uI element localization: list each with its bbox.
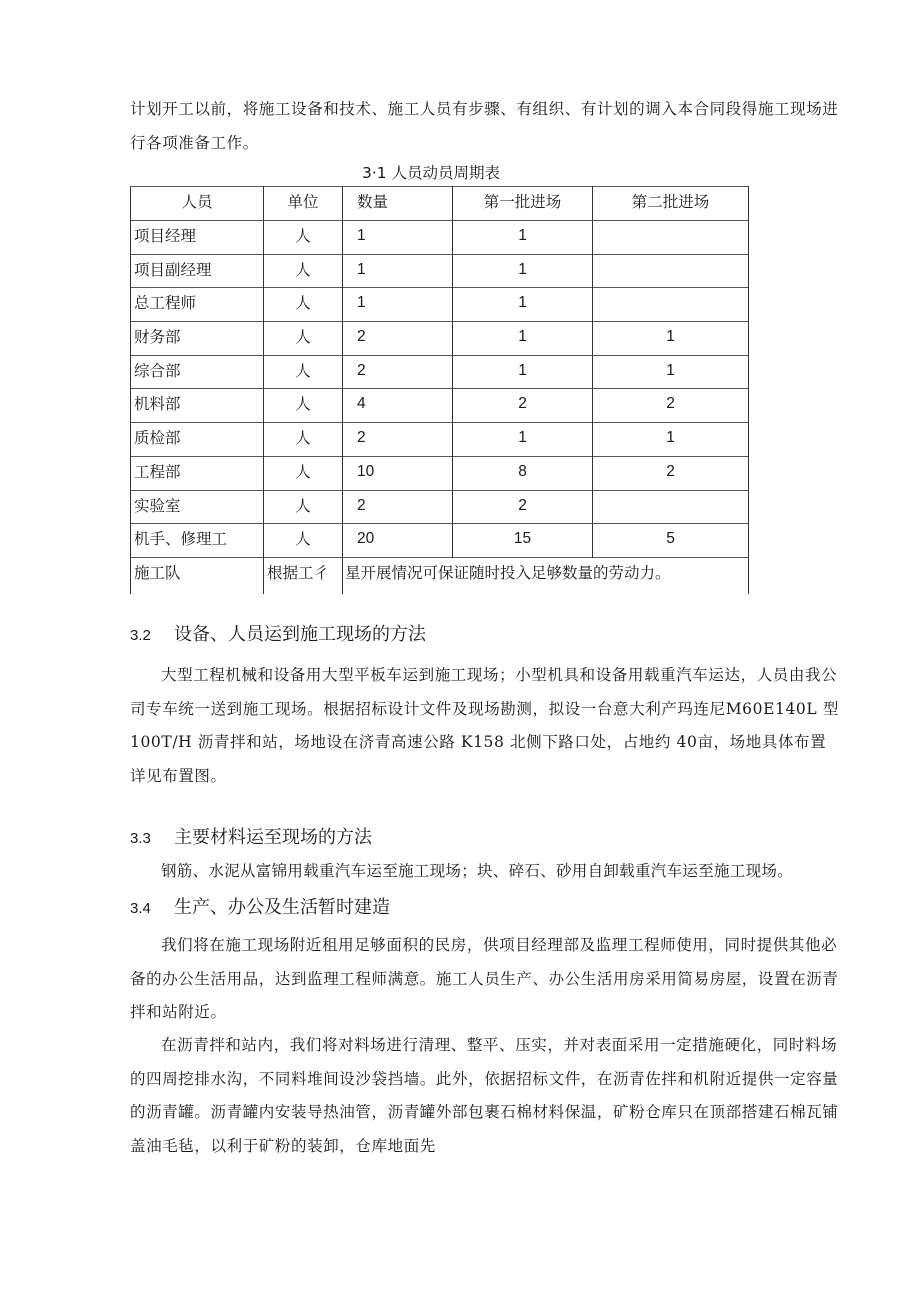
table-row bbox=[131, 355, 749, 389]
section-number: 3.4 bbox=[130, 900, 151, 917]
cell-second-batch: 1 bbox=[593, 355, 749, 389]
section-3-2-paragraph: 大型工程机械和设备用大型平板车运到施工现场；小型机具和设备用载重汽车运达，人员由我公司专车统一送到施工现场。根据招标设计文件及现场勘测，拟设一台意大利产玛连尼M60E140L 型 100T/H 沥青拌和站，场地设在济青高速公路 K158 北侧下路口处，占地约 40亩，场地具体布置详见布置图。 bbox=[130, 666, 839, 785]
cell-personnel: 质检部 bbox=[131, 423, 264, 457]
cell-unit: 人 bbox=[264, 322, 343, 356]
cell-second-batch bbox=[593, 254, 749, 288]
table-row bbox=[131, 456, 749, 490]
cell-unit: 人 bbox=[264, 524, 343, 558]
cell-note: 星开展情况可保证随时投入足够数量的劳动力。 bbox=[343, 557, 749, 594]
cell-personnel: 机手、修理工 bbox=[131, 524, 264, 558]
cell-quantity: 2 bbox=[343, 355, 453, 389]
cell-quantity: 20 bbox=[343, 524, 453, 558]
cell-unit: 人 bbox=[264, 254, 343, 288]
section-3-4-paragraph-1: 我们将在施工现场附近租用足够面积的民房，供项目经理部及监理工程师使用，同时提供其他必备的办公生活用品，达到监理工程师满意。施工人员生产、办公生活用房采用简易房屋，设置在沥青拌和站附近。 bbox=[130, 936, 839, 1021]
cell-first-batch: 1 bbox=[453, 254, 593, 288]
cell-personnel: 财务部 bbox=[131, 322, 264, 356]
table-row-construction-team bbox=[131, 557, 749, 594]
table-row bbox=[131, 423, 749, 457]
header-first-batch: 第一批进场 bbox=[453, 187, 593, 221]
table-row bbox=[131, 221, 749, 255]
table-row bbox=[131, 524, 749, 558]
cell-unit: 人 bbox=[264, 456, 343, 490]
section-number: 3.3 bbox=[130, 830, 151, 847]
cell-second-batch bbox=[593, 221, 749, 255]
cell-first-batch: 1 bbox=[453, 288, 593, 322]
cell-second-batch: 2 bbox=[593, 389, 749, 423]
section-title: 主要材料运至现场的方法 bbox=[174, 827, 372, 848]
cell-first-batch: 8 bbox=[453, 456, 593, 490]
cell-first-batch: 1 bbox=[453, 355, 593, 389]
header-personnel: 人员 bbox=[131, 187, 264, 221]
cell-first-batch: 2 bbox=[453, 490, 593, 524]
table-row bbox=[131, 254, 749, 288]
section-title: 设备、人员运到施工现场的方法 bbox=[174, 624, 426, 645]
cell-unit: 人 bbox=[264, 490, 343, 524]
cell-second-batch: 2 bbox=[593, 456, 749, 490]
section-number: 3.2 bbox=[130, 627, 151, 644]
staff-mobilization-table bbox=[130, 186, 749, 594]
cell-first-batch: 1 bbox=[453, 322, 593, 356]
section-heading-3-2 bbox=[130, 622, 426, 649]
cell-unit: 人 bbox=[264, 221, 343, 255]
cell-unit: 人 bbox=[264, 355, 343, 389]
header-unit: 单位 bbox=[264, 187, 343, 221]
cell-quantity: 2 bbox=[343, 423, 453, 457]
cell-personnel: 项目经理 bbox=[131, 221, 264, 255]
cell-unit: 根据工彳 bbox=[264, 557, 343, 594]
cell-first-batch: 1 bbox=[453, 221, 593, 255]
cell-second-batch: 5 bbox=[593, 524, 749, 558]
cell-quantity: 1 bbox=[343, 221, 453, 255]
cell-quantity: 10 bbox=[343, 456, 453, 490]
cell-second-batch: 1 bbox=[593, 322, 749, 356]
cell-personnel: 施工队 bbox=[131, 557, 264, 594]
section-title: 生产、办公及生活暂时建造 bbox=[174, 897, 390, 918]
table-header-row bbox=[131, 187, 749, 221]
cell-first-batch: 2 bbox=[453, 389, 593, 423]
table-row bbox=[131, 490, 749, 524]
cell-quantity: 2 bbox=[343, 322, 453, 356]
cell-second-batch: 1 bbox=[593, 423, 749, 457]
header-second-batch: 第二批进场 bbox=[593, 187, 749, 221]
cell-personnel: 工程部 bbox=[131, 456, 264, 490]
table-row bbox=[131, 288, 749, 322]
cell-second-batch bbox=[593, 288, 749, 322]
cell-first-batch: 15 bbox=[453, 524, 593, 558]
section-3-3-paragraph: 钢筋、水泥从富锦用载重汽车运至施工现场；块、碎石、砂用自卸载重汽车运至施工现场。 bbox=[161, 862, 794, 880]
section-heading-3-3 bbox=[130, 825, 372, 852]
cell-unit: 人 bbox=[264, 389, 343, 423]
table-caption: 3·1 人员动员周期表 bbox=[361, 164, 501, 182]
cell-unit: 人 bbox=[264, 288, 343, 322]
cell-personnel: 机料部 bbox=[131, 389, 264, 423]
cell-personnel: 实验室 bbox=[131, 490, 264, 524]
cell-quantity: 1 bbox=[343, 254, 453, 288]
table-row bbox=[131, 322, 749, 356]
header-quantity: 数量 bbox=[343, 187, 453, 221]
cell-personnel: 综合部 bbox=[131, 355, 264, 389]
cell-second-batch bbox=[593, 490, 749, 524]
section-heading-3-4 bbox=[130, 895, 390, 922]
cell-personnel: 总工程师 bbox=[131, 288, 264, 322]
table-row bbox=[131, 389, 749, 423]
cell-quantity: 1 bbox=[343, 288, 453, 322]
cell-first-batch: 1 bbox=[453, 423, 593, 457]
cell-quantity: 4 bbox=[343, 389, 453, 423]
intro-paragraph: 计划开工以前，将施工设备和技术、施工人员有步骤、有组织、有计划的调入本合同段得施工现场进行各项准备工作。 bbox=[130, 100, 839, 152]
cell-personnel: 项目副经理 bbox=[131, 254, 264, 288]
section-3-4-paragraph-2: 在沥青拌和站内，我们将对料场进行清理、整平、压实，并对表面采用一定措施硬化，同时料场的四周挖排水沟，不同料堆间设沙袋挡墙。此外，依据招标文件，在沥青佐拌和机附近提供一定容量的沥青罐。沥青罐内安装导热油管，沥青罐外部包裹石棉材料保温，矿粉仓库只在顶部搭建石棉瓦铺盖油毛毡，以利于矿粉的装卸，仓库地面先 bbox=[130, 1036, 839, 1155]
cell-quantity: 2 bbox=[343, 490, 453, 524]
cell-unit: 人 bbox=[264, 423, 343, 457]
